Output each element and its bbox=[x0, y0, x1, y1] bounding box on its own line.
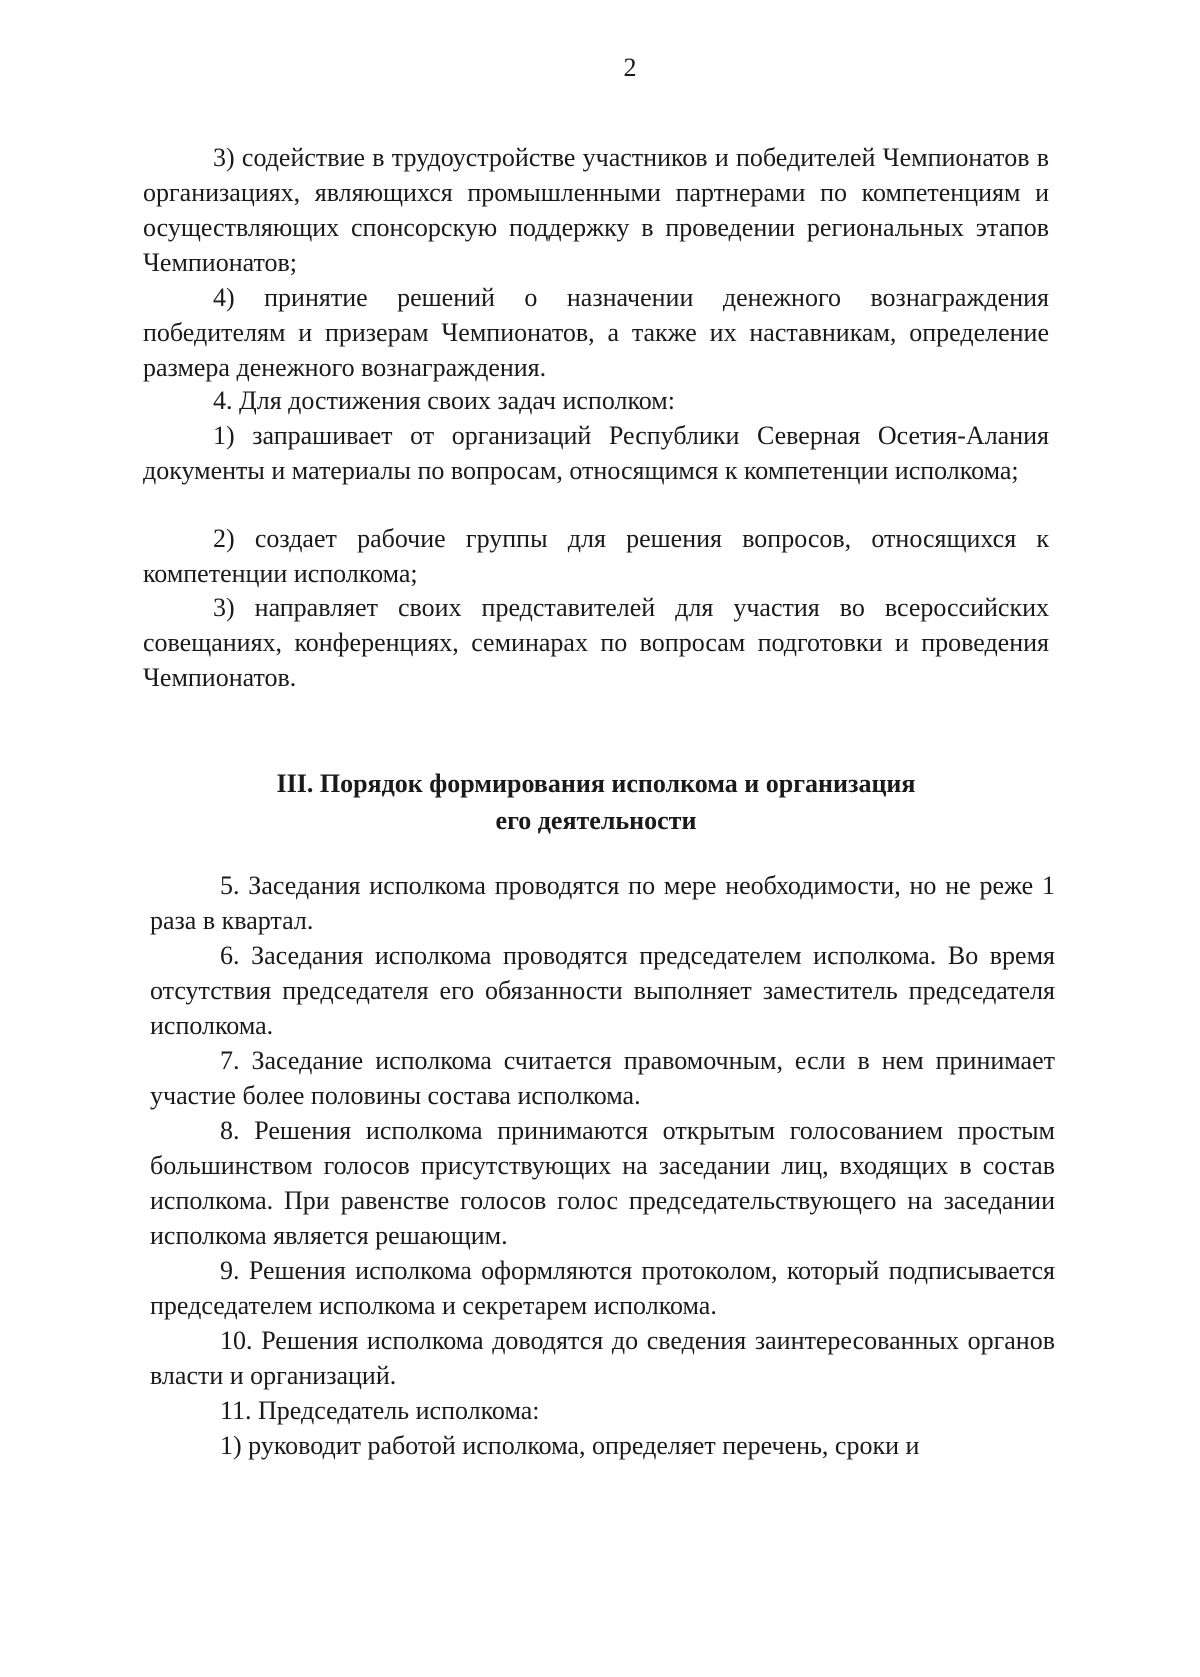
section-heading bbox=[143, 765, 1049, 839]
paragraph-clause-4-intro: 4. Для достижения своих задач исполком: bbox=[213, 386, 675, 415]
page-number: 2 bbox=[623, 53, 637, 82]
paragraph-clause-5: 5. Заседания исполкома проводятся по мере необходимости, но не реже 1 раза в квартал. bbox=[150, 871, 1055, 935]
section-heading-line-1: III. Порядок формирования исполкома и организация bbox=[276, 769, 916, 798]
paragraph-clause-8: 8. Решения исполкома принимаются открытым голосованием простым большинством голосов присутствующих на заседании лиц, входящих в состав исполкома. При равенстве голосов голос председательствующего на заседании исполкома является решающим. bbox=[150, 1116, 1055, 1250]
paragraph-4-monetary-reward: 4) принятие решений о назначении денежного вознаграждения победителям и призерам Чемпионатов, а также их наставникам, определение размера денежного вознаграждения. bbox=[143, 283, 1049, 382]
paragraph-2-working-groups: 2) создает рабочие группы для решения вопросов, относящихся к компетенции исполкома; bbox=[143, 524, 1049, 588]
paragraph-3-representatives: 3) направляет своих представителей для участия во всероссийских совещаниях, конференциях, семинарах по вопросам подготовки и проведения Чемпионатов. bbox=[143, 593, 1049, 692]
paragraph-1-requests-documents: 1) запрашивает от организаций Республики Северная Осетия-Алания документы и материалы по вопросам, относящимся к компетенции исполкома; bbox=[143, 421, 1049, 485]
paragraph-clause-10: 10. Решения исполкома доводятся до сведения заинтересованных органов власти и организаций. bbox=[150, 1326, 1055, 1390]
paragraph-clause-7: 7. Заседание исполкома считается правомочным, если в нем принимает участие более половины состава исполкома. bbox=[150, 1046, 1055, 1110]
paragraph-clause-9: 9. Решения исполкома оформляются протоколом, который подписывается председателем исполкома и секретарем исполкома. bbox=[150, 1256, 1055, 1320]
section-heading-line-2: его деятельности bbox=[495, 806, 697, 835]
paragraph-clause-11-item-1: 1) руководит работой исполкома, определяет перечень, сроки и bbox=[220, 1431, 920, 1460]
paragraph-3-employment-assistance: 3) содействие в трудоустройстве участников и победителей Чемпионатов в организациях, являющихся промышленными партнерами по компетенциям и осуществляющих спонсорскую поддержку в проведении региональных этапов Чемпионатов; bbox=[143, 143, 1049, 277]
paragraph-clause-11: 11. Председатель исполкома: bbox=[220, 1396, 540, 1425]
paragraph-clause-6: 6. Заседания исполкома проводятся председателем исполкома. Во время отсутствия председателя его обязанности выполняет заместитель председателя исполкома. bbox=[150, 941, 1055, 1040]
